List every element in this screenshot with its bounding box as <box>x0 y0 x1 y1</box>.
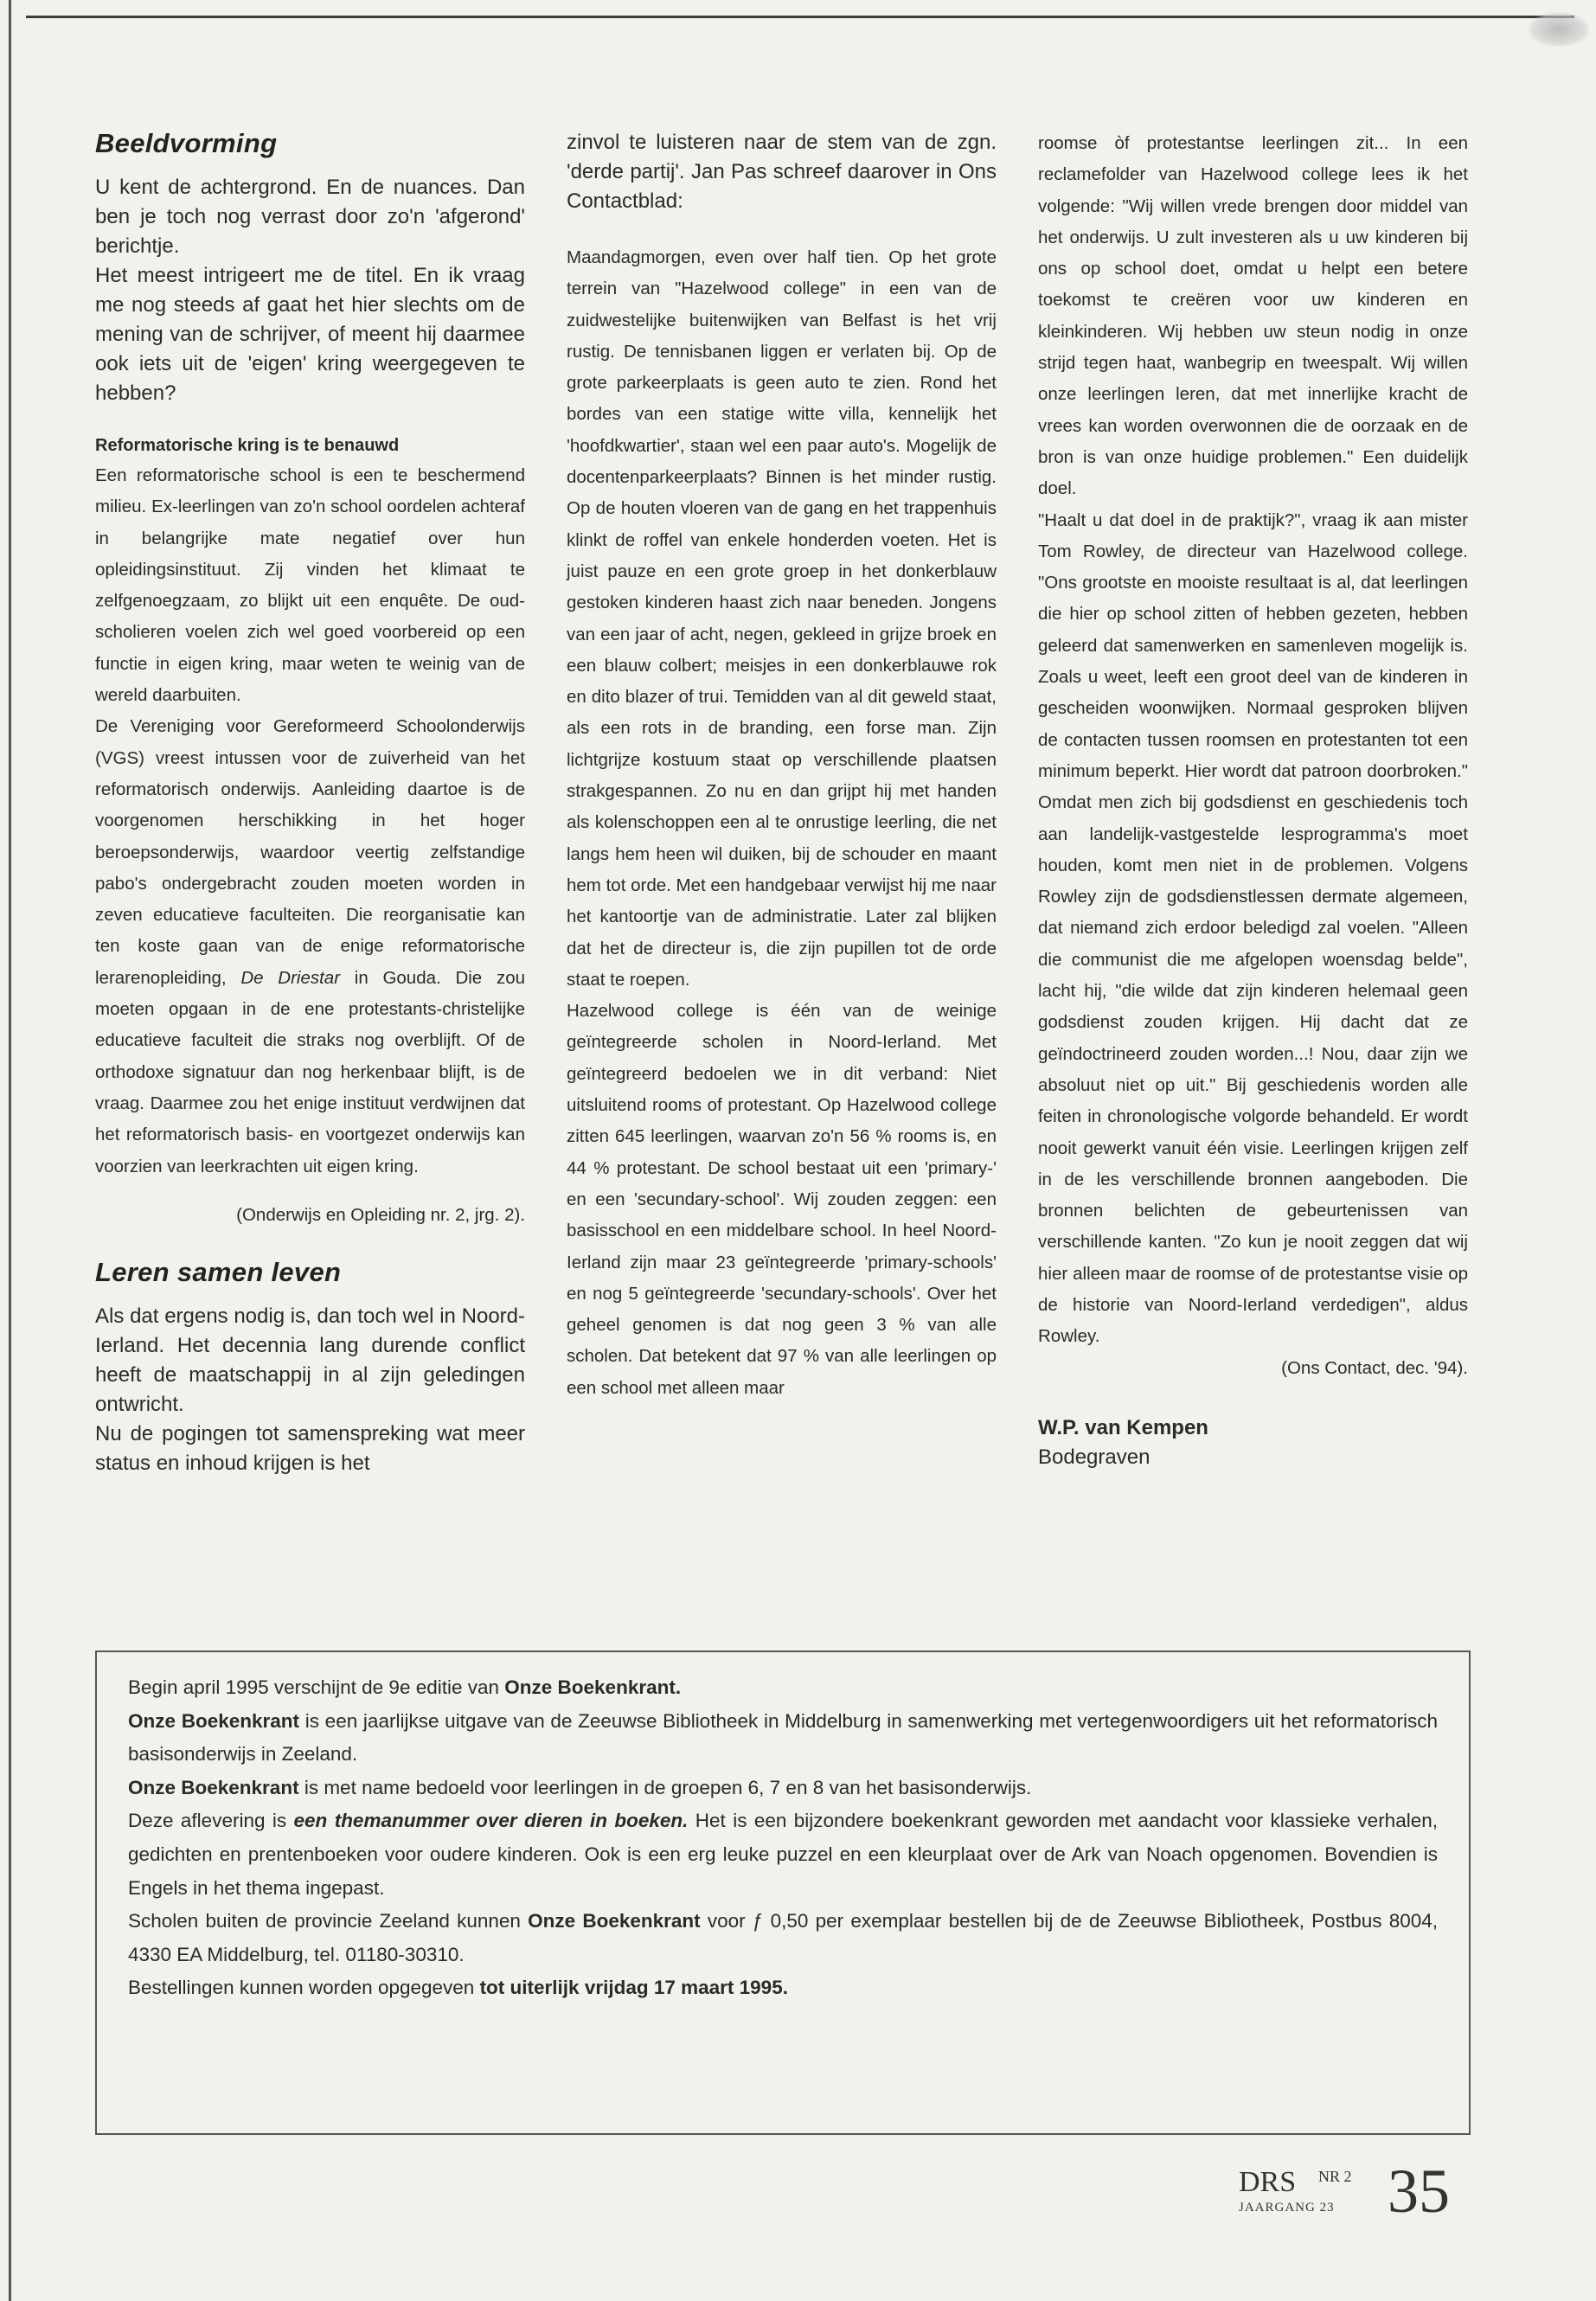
subheading-reformatorische-kring: Reformatorische kring is te benauwd <box>95 436 400 455</box>
column-2 <box>567 128 997 1404</box>
heading-beeldvorming: Beeldvorming <box>95 128 278 158</box>
body-paragraph: Nu de pogingen tot samenspreking wat meer status en inhoud krijgen is het <box>95 1421 525 1475</box>
announcement-line: Scholen buiten de provincie Zeeland kunnen Onze Boekenkrant voor ƒ 0,50 per exemplaar bestellen bij de de Zeeuwse Bibliotheek, Postbus 8004, 4330 EA Middelburg, tel. 01180-30310. <box>128 1910 1438 1965</box>
quote-paragraph: roomse òf protestantse leerlingen zit... In een reclamefolder van Hazelwood college lees ik het volgende: "Wij willen vrede brengen door middel van het onderwijs. U zult investeren als u uw kinderen bij ons op school doet, omdat u helpt een betere toekomst te creëren voor uw kinderen en kleinkinderen. Wij hebben uw steun nodig in onze strijd tegen haat, wanbegrip en tweespalt. Wij willen onze leerlingen leren, dat met innerlijke kracht de vrees kan worden overwonnen die de oorzaak en de bron is van onze huidige problemen." Een duidelijk doel. <box>1038 133 1468 499</box>
author-place: Bodegraven <box>1038 1445 1151 1469</box>
issue-number: NR 2 <box>1318 2168 1352 2185</box>
intro-paragraph: Het meest intrigeert me de titel. En ik vraag me nog steeds af gaat het hier slechts om de mening van de schrijver, of meent hij daarmee ook iets uit de 'eigen' kring weergegeven te hebben? <box>95 264 525 405</box>
magazine-name: DRS <box>1239 2166 1297 2198</box>
intro-paragraph: U kent de achtergrond. En de nuances. Dan ben je toch nog verrast door zo'n 'afgerond' berichtje. <box>95 176 525 258</box>
source-citation: (Onderwijs en Opleiding nr. 2, jrg. 2). <box>236 1204 525 1225</box>
body-paragraph: Als dat ergens nodig is, dan toch wel in Noord-Ierland. Het decennia lang durende conflict heeft de maatschappij in al zijn geledingen ontwricht. <box>95 1304 525 1416</box>
page-footer <box>1239 2156 1481 2234</box>
quote-paragraph: Een reformatorische school is een te beschermend milieu. Ex-leerlingen van zo'n school oordelen achteraf in belangrijke mate negatief over hun opleidingsinstituut. Zij vinden het klimaat te zelfgenoegzaam, zo blijkt uit een enquête. De oud-scholieren voelen zich wel goed voorbereid op een functie in eigen kring, maar weten te weinig van de wereld daarbuiten. <box>95 465 525 706</box>
announcement-line: Onze Boekenkrant is met name bedoeld voor leerlingen in de groepen 6, 7 en 8 van het basisonderwijs. <box>128 1776 1032 1798</box>
announcement-line: Bestellingen kunnen worden opgegeven tot uiterlijk vrijdag 17 maart 1995. <box>128 1977 788 1999</box>
quote-paragraph: "Haalt u dat doel in de praktijk?", vraag ik aan mister Tom Rowley, de directeur van Hazelwood college. "Ons grootste en mooiste resultaat is al, dat leerlingen die hier op school zitten of hebben gezeten, hebben geleerd dat samenwerken en samenleven mogelijk is. Zoals u weet, leeft een groot deel van de kinderen in gescheiden woonwijken. Normaal gesproken blijven de contacten tussen roomsen en protestanten tot een minimum beperkt. Hier wordt dat patroon doorbroken." Omdat men zich bij godsdienst en geschiedenis toch aan landelijk-vastgestelde lesprogramma's moet houden, komt men niet in de problemen. Volgens Rowley zijn de godsdienstlessen dermate algemeen, dat niemand zich erdoor beledigd zal voelen. "Alleen die communist die me afgelopen woensdag belde", lacht hij, "die wilde dat zijn kinderen helemaal geen godsdienst zouden krijgen. Hij dacht dat ze geïndoctrineerd zouden worden...! Nou, daar zijn we absoluut niet op uit." Bij geschiedenis worden alle feiten in chronologische volgorde behandeld. Er wordt nooit gewerkt vanuit één visie. Leerlingen krijgen zelf in de les verschillende bronnen aangeboden. Die bronnen belichten de gebeurtenissen van verschillende kanten. "Zo kun je nooit zeggen dat wij hier alleen maar de roomse of de protestantse visie op de historie van Noord-Ierland verdedigen", aldus Rowley. <box>1038 510 1468 1347</box>
corner-smudge <box>1529 12 1589 47</box>
body-paragraph: zinvol te luisteren naar de stem van de zgn. 'derde partij'. Jan Pas schreef daarover in Ons Contactblad: <box>567 131 997 213</box>
announcement-box <box>95 1650 1471 2135</box>
announcement-line: Onze Boekenkrant is een jaarlijkse uitgave van de Zeeuwse Bibliotheek in Middelburg in samenwerking met vertegenwoordigers uit het reformatorisch basisonderwijs in Zeeland. <box>128 1709 1438 1766</box>
heading-leren-samen-leven: Leren samen leven <box>95 1256 342 1287</box>
quote-paragraph: Maandagmorgen, even over half tien. Op het grote terrein van "Hazelwood college" in een van de zuidwestelijke buitenwijken van Belfast is het vrij rustig. De tennisbanen liggen er verlaten bij. Op de grote parkeerplaats is geen auto te zien. Rond het bordes van een statige witte villa, kennelijk het 'hoofdkwartier', staan wel een paar auto's. Mogelijk de docentenparkeerplaats? Binnen is het minder rustig. Op de houten vloeren van de gang en het trappenhuis klinkt de roffel van enkele honderden voeten. Het is juist pauze en een grote groep in het donkerblauw gestoken kinderen haast zich naar beneden. Jongens van een jaar of acht, negen, gekleed in grijze broek en een blauw colbert; meisjes in een donkerblauwe rok en dito blazer of trui. Temidden van al dit geweld staat, als een rots in de branding, een forse man. Zijn lichtgrijze kostuum staat op verschillende plaatsen strakgespannen. Zo nu en dan grijpt hij met handen als kolenschoppen een al te onrustige leerling, die net langs hem heen wil duiken, bij de schouder en maant hem tot orde. Met een handgebaar verwijst hij me naar het kantoortje van de administratie. Later zal blijken dat het de directeur is, die zijn pupillen tot de orde staat te roepen. <box>567 247 997 990</box>
page-number: 35 <box>1388 2157 1450 2226</box>
announcement-line: Begin april 1995 verschijnt de 9e editie van Onze Boekenkrant. <box>128 1676 682 1698</box>
author-name: W.P. van Kempen <box>1038 1415 1208 1439</box>
quote-paragraph: De Vereniging voor Gereformeerd Schoolonderwijs (VGS) vreest intussen voor de zuiverheid van het reformatorisch onderwijs. Aanleiding daartoe is de voorgenomen herschikking in het hoger beroepsonderwijs, waardoor veertig zelfstandige pabo's ondergebracht zouden moeten worden in zeven educatieve faculteiten. Die reorganisatie kan ten koste gaan van de enige reformatorische lerarenopleiding, De Driestar in Gouda. Die zou moeten opgaan in de ene protestants-christelijke educatieve faculteit die straks nog overblijft. Of de orthodoxe signatuur dan nog herkenbaar blijft, is de vraag. Daarmee zou het enige instituut verdwijnen dat het reformatorisch basis- en voortgezet onderwijs kan voorzien van leerkrachten uit eigen kring. <box>95 716 525 1176</box>
source-citation: (Ons Contact, dec. '94). <box>1281 1357 1468 1378</box>
top-rule <box>26 16 1574 18</box>
announcement-line: Deze aflevering is een themanummer over dieren in boeken. Het is een bijzondere boekenkrant geworden met aandacht voor klassieke verhalen, gedichten en prentenboeken voor oudere kinderen. Ook is een erg leuke puzzel en een kleurplaat over de Ark van Noach opgenomen. Bovendien is Engels in het thema ingepast. <box>128 1810 1438 1899</box>
volume-label: JAARGANG 23 <box>1239 2201 1335 2214</box>
quote-paragraph: Hazelwood college is één van de weinige geïntegreerde scholen in Noord-Ierland. Met geïntegreerd bedoelen we in dit verband: Niet uitsluitend rooms of protestant. Op Hazelwood college zitten 645 leerlingen, waarvan zo'n 56 % rooms is, en 44 % protestant. De school bestaat uit een 'primary-' en een 'secundary-school'. Wij zouden zeggen: een basisschool en een middelbare school. In heel Noord-Ierland zijn maar 23 geïntegreerde 'primary-schools' en nog 5 geïntegreerde 'secundary-schools'. Over het geheel genomen is dat nog geen 3 % van alle scholen. Dat betekent dat 97 % van alle leerlingen op een school met alleen maar <box>567 1001 997 1398</box>
italic-institution-name: De Driestar <box>240 967 341 988</box>
column-1 <box>95 128 525 1478</box>
column-3 <box>1038 128 1468 1472</box>
left-margin-rule <box>9 0 11 2301</box>
